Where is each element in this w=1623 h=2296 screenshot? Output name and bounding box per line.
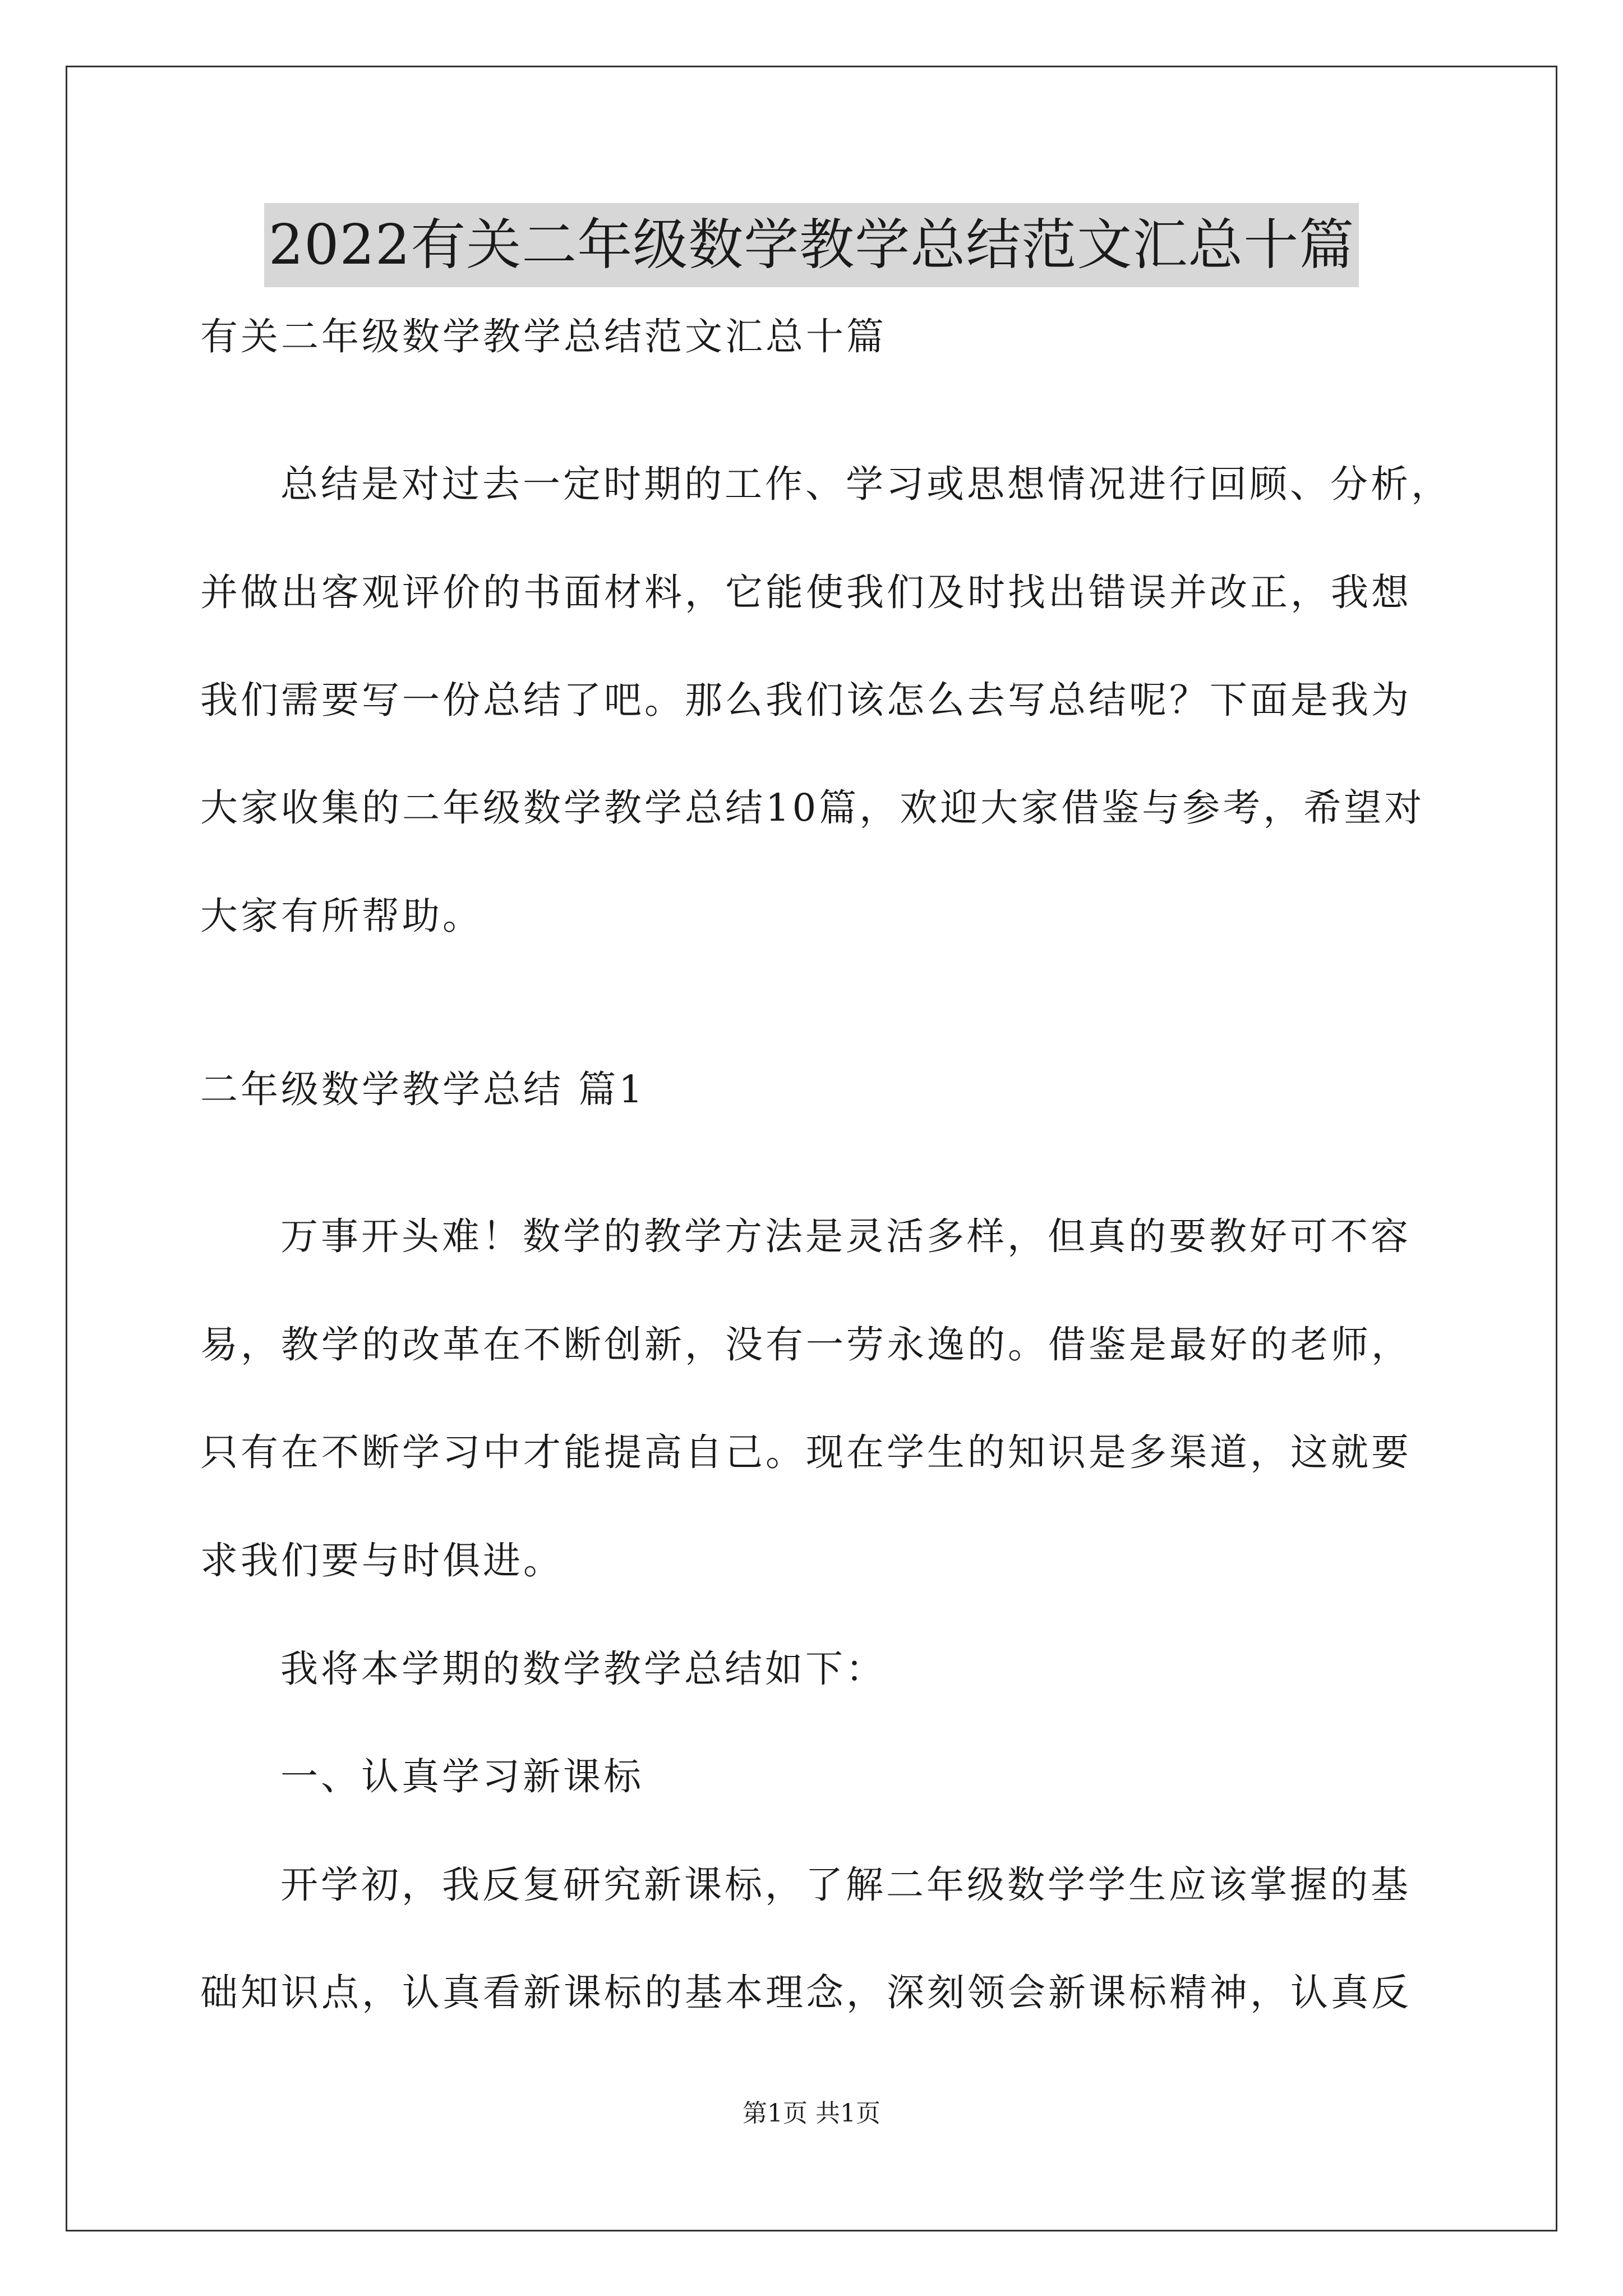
document-title: 2022有关二年级数学教学总结范文汇总十篇 — [264, 203, 1359, 287]
document-subtitle: 有关二年级数学教学总结范文汇总十篇 — [200, 315, 887, 358]
section-heading: 二年级数学教学总结 篇1 — [200, 1068, 645, 1111]
paragraph-line: 础知识点，认真看新课标的基本理念，深刻领会新课标精神，认真反 — [200, 1971, 1412, 2014]
paragraph-line: 开学初，我反复研究新课标，了解二年级数学学生应该掌握的基 — [280, 1863, 1411, 1907]
paragraph-line: 只有在不断学习中才能提高自己。现在学生的知识是多渠道，这就要 — [200, 1430, 1412, 1474]
subsection-heading: 一、认真学习新课标 — [280, 1755, 644, 1798]
title-container — [0, 203, 1623, 287]
intro-line: 总结是对过去一定时期的工作、学习或思想情况进行回顾、分析， — [280, 462, 1451, 506]
intro-line: 大家有所帮助。 — [200, 894, 483, 938]
paragraph-line: 易，教学的改革在不断创新，没有一劳永逸的。借鉴是最好的老师， — [200, 1323, 1412, 1366]
paragraph-line: 我将本学期的数学教学总结如下： — [280, 1647, 886, 1691]
page-number-footer: 第1页 共1页 — [743, 2099, 880, 2128]
intro-line: 并做出客观评价的书面材料，它能使我们及时找出错误并改正，我想 — [200, 570, 1412, 614]
intro-line: 大家收集的二年级数学教学总结10篇，欢迎大家借鉴与参考，希望对 — [200, 786, 1425, 830]
paragraph-line: 求我们要与时俱进。 — [200, 1539, 564, 1582]
paragraph-line: 万事开头难！数学的教学方法是灵活多样，但真的要教好可不容 — [280, 1214, 1411, 1258]
intro-line: 我们需要写一份总结了吧。那么我们该怎么去写总结呢？下面是我为 — [200, 678, 1412, 722]
